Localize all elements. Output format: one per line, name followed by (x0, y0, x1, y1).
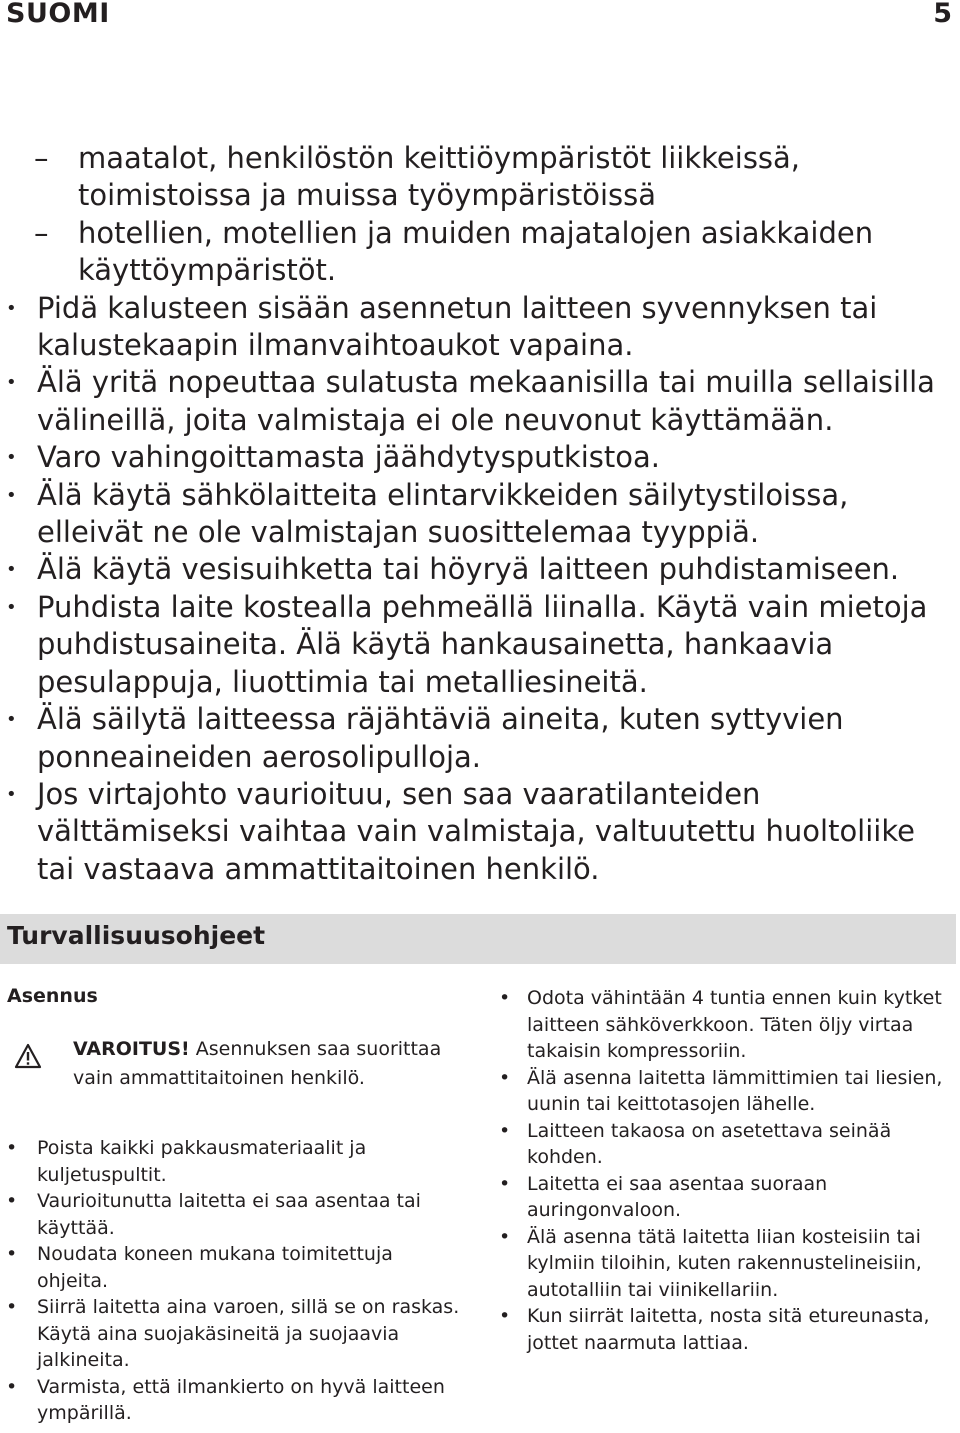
list-item-text: Jos virtajohto vaurioituu, sen saa vaaratilanteiden välttämiseksi vaihtaa vain valmistaja, valtuutettu huoltoliike tai vastaava ammattitaitoinen henkilö. (37, 776, 915, 886)
bullet-marker: • (6, 447, 17, 469)
list-item (497, 1065, 957, 1118)
list-item-text: Älä yritä nopeuttaa sulatusta mekaanisilla tai muilla sellaisilla välineillä, joita valmistaja ei ole neuvonut käyttämään. (37, 365, 935, 437)
list-item-text: Poista kaikki pakkausmateriaalit ja kuljetuspultit. (37, 1137, 367, 1186)
list-item-text: Älä asenna tätä laitetta liian kosteisiin tai kylmiin tiloihin, kuten rakennustelineisiin, autotalliin tai viinikellariin. (527, 1225, 922, 1301)
bullet-marker: • (6, 1137, 18, 1159)
list-item (0, 551, 960, 588)
bullet-marker: • (6, 1243, 18, 1265)
bullet-marker: • (6, 1190, 18, 1212)
page-number: 5 (933, 0, 952, 29)
warning-triangle-icon (14, 1043, 42, 1069)
list-item-text: Älä asenna laitetta lämmittimien tai liesien, uunin tai keittotasojen lähelle. (527, 1066, 943, 1115)
list-item (0, 776, 960, 888)
list-item (0, 1241, 460, 1294)
bullet-marker: • (499, 1225, 511, 1248)
bullet-marker: • (499, 1066, 511, 1089)
list-item-text: Kun siirrät laitetta, nosta sitä etureunasta, jottet naarmuta lattiaa. (527, 1305, 930, 1354)
list-item (0, 1294, 460, 1374)
list-item (0, 1188, 460, 1241)
bullet-marker: • (6, 484, 17, 506)
list-item (0, 701, 960, 776)
list-item (0, 364, 960, 439)
bullet-marker: • (6, 1296, 18, 1318)
bullet-marker: • (6, 709, 17, 731)
list-item (0, 215, 960, 290)
bullet-marker: • (499, 1305, 511, 1327)
subheading: Asennus (7, 985, 98, 1007)
section-header-bar (0, 914, 956, 964)
list-item (497, 985, 957, 1065)
list-item-text: Siirrä laitetta aina varoen, sillä se on raskas. Käytä aina suojakäsineitä ja suojaavia jalkineita. (37, 1296, 460, 1371)
warning-label: VAROITUS! (73, 1038, 190, 1060)
list-item-text: Laitteen takaosa on asetettava seinää kohden. (527, 1119, 892, 1168)
list-item (497, 1171, 957, 1224)
list-item-text: Varo vahingoittamasta jäähdytysputkistoa. (37, 440, 660, 475)
list-item-text: Varmista, että ilmankierto on hyvä laitteen ympärillä. (37, 1375, 445, 1424)
list-item-text: Älä säilytä laitteessa räjähtäviä aineita, kuten syttyvien ponneaineiden aerosolipulloja. (37, 702, 844, 774)
list-item-text: hotellien, motellien ja muiden majatalojen asiakkaiden käyttöympäristöt. (78, 215, 874, 288)
bullet-marker: • (6, 372, 17, 394)
installation-list-continued (497, 985, 957, 1356)
bullet-marker: • (6, 559, 17, 581)
page-header (0, 0, 960, 34)
list-item-text: Vaurioitunutta laitetta ei saa asentaa tai käyttää. (37, 1190, 421, 1239)
list-item-text: Puhdista laite kostealla pehmeällä liinalla. Käytä vain mietoja puhdistusaineita. Älä käytä hankausainetta, hankaavia pesulappuja, liuottimia tai metalliesineitä. (37, 589, 928, 699)
bullet-marker: • (6, 783, 17, 805)
list-item (497, 1303, 957, 1356)
bullet-marker: • (499, 1172, 511, 1195)
list-item-text: Pidä kalusteen sisään asennetun laitteen syvennyksen tai kalustekaapin ilmanvaihtoaukot vapaina. (37, 290, 878, 363)
list-item-text: maatalot, henkilöstön keittiöympäristöt liikkeissä, toimistoissa ja muissa työympäristöissä (78, 141, 801, 213)
dash-marker: – (34, 141, 49, 175)
list-item (0, 140, 960, 215)
list-item-text: Laitetta ei saa asentaa suoraan auringonvaloon. (527, 1172, 828, 1221)
list-item (0, 589, 960, 701)
dash-marker: – (34, 215, 49, 250)
list-item (0, 477, 960, 552)
list-item-text: Noudata koneen mukana toimitettuja ohjeita. (37, 1243, 393, 1292)
installation-list (0, 1135, 460, 1427)
list-item (0, 1135, 460, 1188)
bullet-marker: • (499, 1119, 511, 1142)
list-item (0, 439, 960, 476)
list-item (497, 1224, 957, 1304)
list-item (497, 1118, 957, 1171)
warning-text (73, 1035, 453, 1093)
bullet-marker: • (6, 1375, 18, 1398)
instruction-list (0, 140, 960, 888)
list-item-text: Älä käytä sähkölaitteita elintarvikkeiden säilytystiloissa, elleivät ne ole valmistajan suosittelemaa tyyppiä. (37, 477, 849, 550)
bullet-marker: • (6, 297, 17, 319)
warning-message: Asennuksen saa suorittaa vain ammattitaitoinen henkilö. (73, 1038, 442, 1089)
list-item (0, 290, 960, 365)
bullet-marker: • (499, 987, 511, 1009)
list-item-text: Odota vähintään 4 tuntia ennen kuin kytket laitteen sähköverkkoon. Täten öljy virtaa takaisin kompressoriin. (527, 987, 942, 1062)
bullet-marker: • (6, 596, 17, 618)
list-item-text: Älä käytä vesisuihketta tai höyryä laitteen puhdistamiseen. (37, 552, 900, 587)
language-label: SUOMI (6, 0, 110, 29)
section-title: Turvallisuusohjeet (7, 921, 266, 950)
list-item (0, 1374, 460, 1427)
